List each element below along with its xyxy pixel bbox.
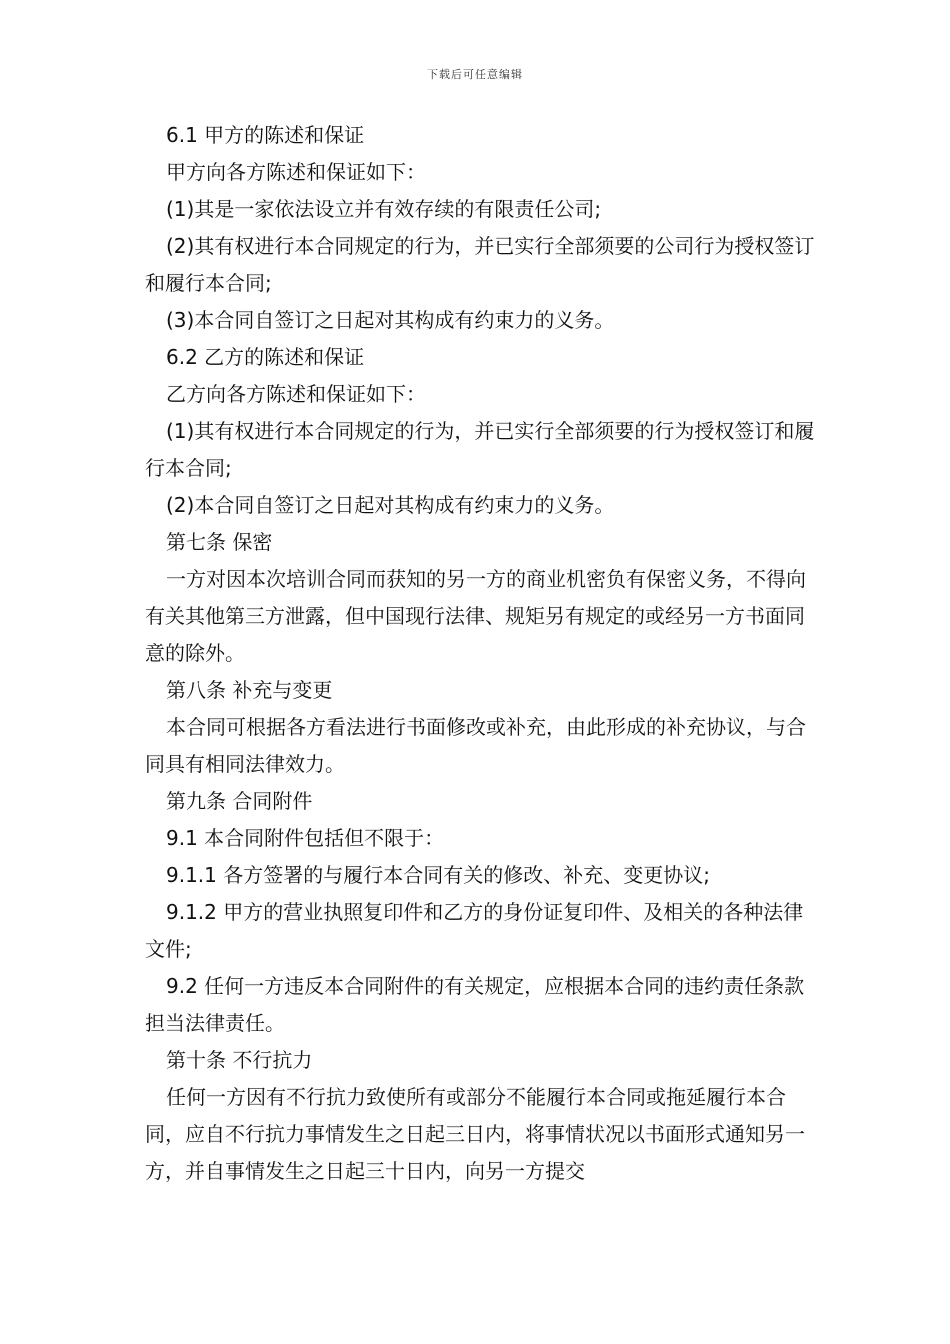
article-heading-10: 第十条 不行抗力 [166,1048,313,1072]
document-body [145,117,817,1190]
clause-9-1-1: 9.1.1 各方签署的与履行本合同有关的修改、补充、变更协议; [166,863,710,887]
paragraph: 甲方向各方陈述和保证如下： [166,160,426,184]
section-heading-6-1: 6.1 甲方的陈述和保证 [166,123,365,147]
list-item: (1)其有权进行本合同规定的行为，并已实行全部须要的行为授权签订和履行本合同; [145,419,815,480]
paragraph: 乙方向各方陈述和保证如下： [166,382,426,406]
paragraph: 一方对因本次培训合同而获知的另一方的商业机密负有保密义务，不得向有关其他第三方泄露，但中国现行法律、规矩另有规定的或经另一方书面同意的除外。 [145,567,806,665]
list-item: (2)其有权进行本合同规定的行为，并已实行全部须要的公司行为授权签订和履行本合同; [145,234,815,295]
article-heading-9: 第九条 合同附件 [166,789,313,813]
list-item: (2)本合同自签订之日起对其构成有约束力的义务。 [166,493,615,517]
list-item: (1)其是一家依法设立并有效存续的有限责任公司; [166,197,602,221]
page-header: 下载后可任意编辑 [427,68,523,81]
clause-9-2: 9.2 任何一方违反本合同附件的有关规定，应根据本合同的违约责任条款担当法律责任。 [145,974,805,1035]
article-heading-8: 第八条 补充与变更 [166,678,333,702]
list-item: (3)本合同自签订之日起对其构成有约束力的义务。 [166,308,615,332]
section-heading-6-2: 6.2 乙方的陈述和保证 [166,345,365,369]
clause-9-1-2: 9.1.2 甲方的营业执照复印件和乙方的身份证复印件、及相关的各种法律文件; [145,900,804,961]
clause-9-1: 9.1 本合同附件包括但不限于： [166,826,445,850]
article-heading-7: 第七条 保密 [166,530,273,554]
paragraph: 本合同可根据各方看法进行书面修改或补充，由此形成的补充协议，与合同具有相同法律效力。 [145,715,806,776]
paragraph: 任何一方因有不行抗力致使所有或部分不能履行本合同或拖延履行本合同，应自不行抗力事情发生之日起三日内，将事情状况以书面形式通知另一方，并自事情发生之日起三十日内，向另一方提交 [145,1085,805,1183]
